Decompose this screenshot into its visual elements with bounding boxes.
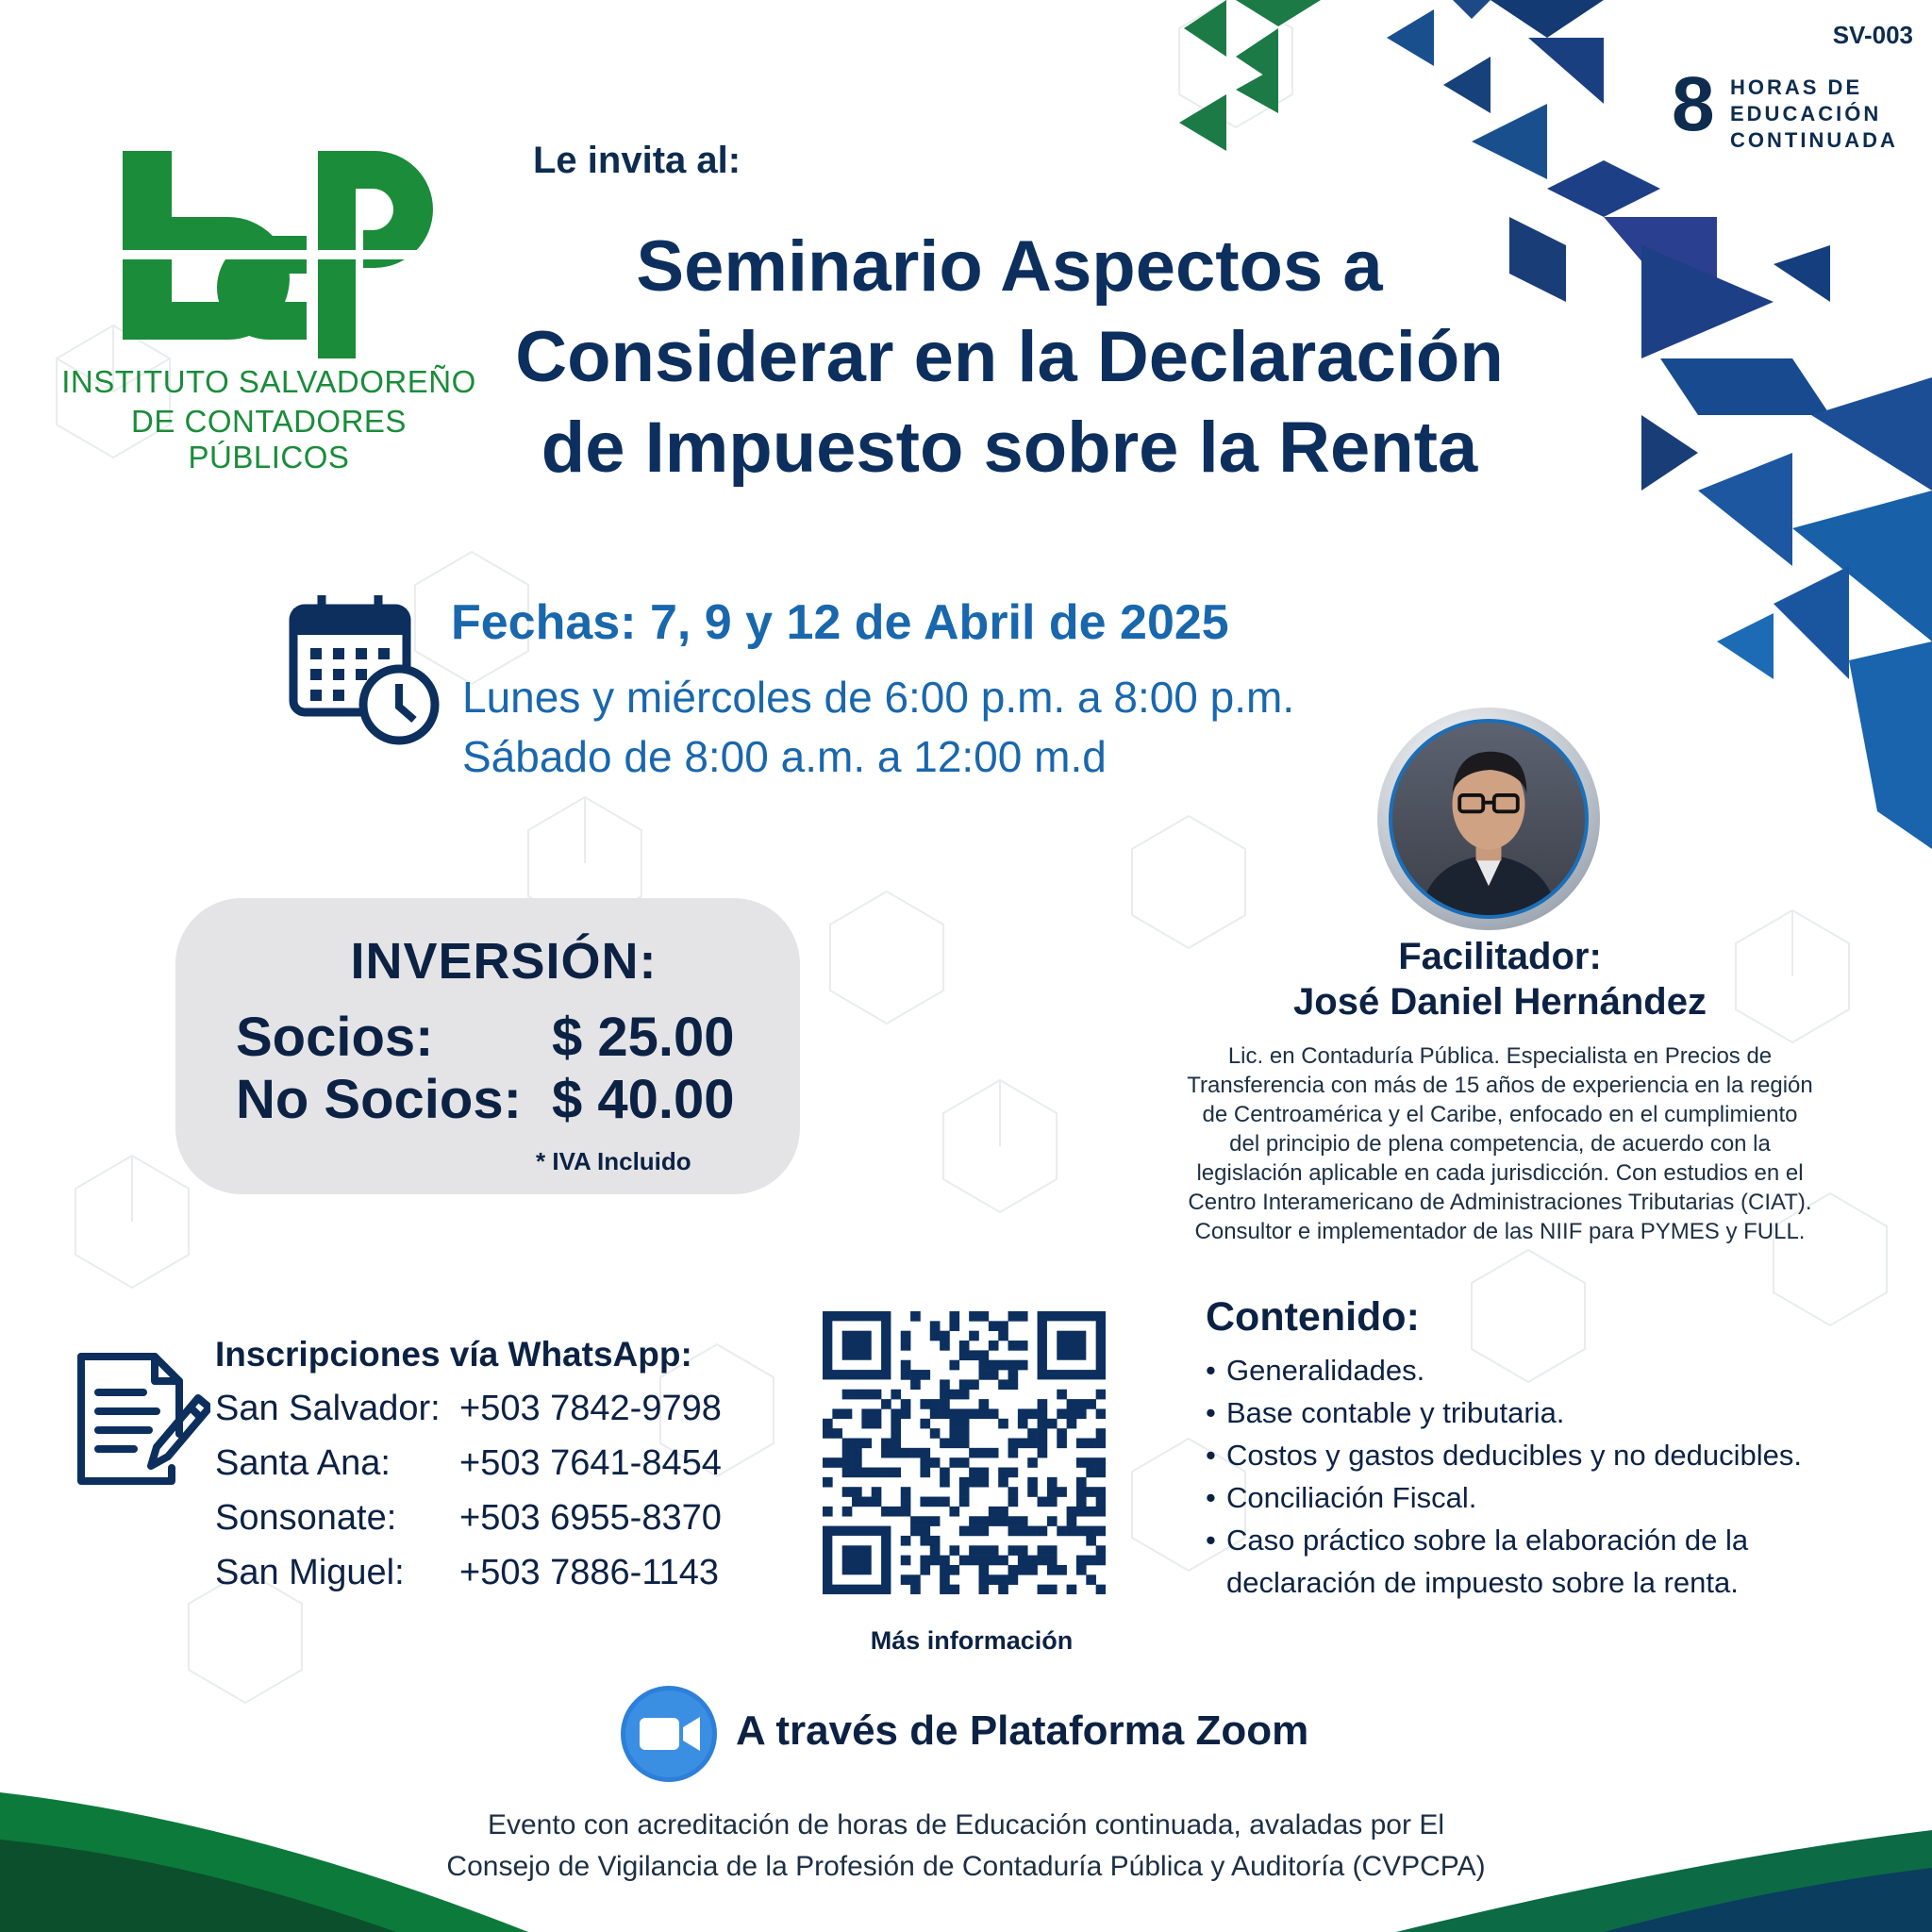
phone-number[interactable]: +503 7842-9798 — [459, 1389, 722, 1428]
city-label: San Miguel: — [215, 1553, 405, 1592]
form-pen-icon — [74, 1349, 210, 1489]
whatsapp-title: Inscripciones vía WhatsApp: — [215, 1335, 692, 1374]
nonmembers-price: $ 40.00 — [552, 1069, 735, 1130]
schedule-saturday: Sábado de 8:00 a.m. a 12:00 m.d — [462, 732, 1107, 781]
bio-line: Lic. en Contaduría Pública. Especialista en Precios de — [1227, 1043, 1773, 1069]
tax-note: * IVA Incluido — [536, 1147, 691, 1175]
bio-line: del principio de plena competencia, de acuerdo con la — [1229, 1131, 1771, 1157]
facilitator-label: Facilitador: — [1398, 936, 1602, 977]
phone-number[interactable]: +503 6955-8370 — [459, 1498, 722, 1538]
title-line2: Considerar en la Declaración — [515, 317, 1504, 397]
hours-line2: EDUCACIÓN — [1730, 102, 1882, 125]
logo-caption-line1: INSTITUTO SALVADOREÑO — [61, 364, 476, 399]
person-silhouette-icon — [1392, 723, 1585, 915]
iscp-logo — [118, 142, 439, 358]
bio-line: de Centroamérica y el Caribe, enfocado en el cumplimiento — [1202, 1102, 1798, 1127]
invite-text: Le invita al: — [533, 140, 741, 181]
hours-line1: HORAS DE — [1730, 75, 1863, 99]
bio-line: Consultor e implementador de las NIIF para PYMES y FULL. — [1194, 1219, 1806, 1244]
qr-code[interactable] — [823, 1311, 1106, 1594]
list-item: • Caso práctico sobre la elaboración de la declaración de impuesto sobre la renta. — [1206, 1519, 1774, 1604]
bio-line: Centro Interamericano de Administraciones Tributarias (CIAT). — [1188, 1190, 1812, 1215]
content-title: Contenido: — [1206, 1294, 1420, 1340]
facilitator-bio — [1160, 1041, 1840, 1246]
course-code: SV-003 — [1832, 21, 1913, 49]
facilitator-name: José Daniel Hernández — [1293, 981, 1707, 1023]
city-label: Santa Ana: — [215, 1443, 391, 1483]
members-label: Socios: — [236, 1007, 434, 1068]
facilitator-avatar — [1389, 719, 1589, 919]
city-label: Sonsonate: — [215, 1498, 397, 1538]
list-item: • Conciliación Fiscal. — [1206, 1476, 1885, 1519]
list-item: • Base contable y tributaria. — [1206, 1391, 1885, 1434]
bottom-wave-decoration — [0, 1755, 1932, 1932]
seminar-title — [415, 222, 1604, 493]
zoom-platform-text: A través de Plataforma Zoom — [736, 1707, 1309, 1754]
schedule-weekdays: Lunes y miércoles de 6:00 p.m. a 8:00 p.m. — [462, 673, 1295, 722]
footer-line2: Consejo de Vigilancia de la Profesión de Contaduría Pública y Auditoría (CVPCPA) — [446, 1851, 1486, 1882]
content-list — [1206, 1349, 1885, 1604]
event-dates: Fechas: 7, 9 y 12 de Abril de 2025 — [451, 595, 1229, 650]
footer-line1: Evento con acreditación de horas de Educación continuada, avaladas por El — [487, 1809, 1444, 1840]
calendar-clock-icon — [288, 590, 448, 750]
investment-title: INVERSIÓN: — [350, 933, 658, 990]
list-item: • Costos y gastos deducibles y no deducibles. — [1206, 1434, 1885, 1476]
nonmembers-label: No Socios: — [236, 1069, 522, 1130]
phone-number[interactable]: +503 7886-1143 — [459, 1553, 720, 1592]
logo-caption-line2: DE CONTADORES PÚBLICOS — [131, 404, 407, 475]
title-line3: de Impuesto sobre la Renta — [541, 408, 1478, 488]
qr-caption: Más información — [870, 1626, 1074, 1655]
list-item: • Generalidades. — [1206, 1349, 1885, 1391]
bio-line: Transferencia con más de 15 años de experiencia en la región — [1187, 1073, 1813, 1098]
members-price: $ 25.00 — [552, 1007, 735, 1068]
title-line1: Seminario Aspectos a — [636, 226, 1383, 307]
city-label: San Salvador: — [215, 1389, 441, 1428]
hours-number: 8 — [1672, 61, 1715, 147]
phone-number[interactable]: +503 7641-8454 — [459, 1443, 722, 1483]
bio-line: legislación aplicable en cada jurisdicción. Con estudios en el — [1196, 1160, 1804, 1186]
hours-line3: CONTINUADA — [1730, 128, 1898, 152]
